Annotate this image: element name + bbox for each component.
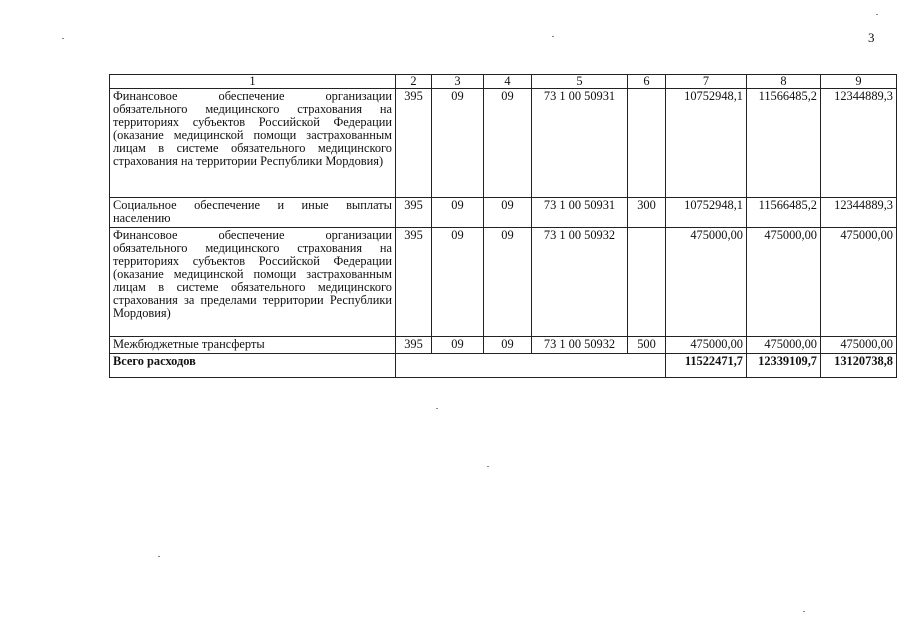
row-name-cell: Межбюджетные трансферты [110, 337, 396, 354]
row-cell-9: 12344889,3 [821, 89, 897, 198]
row-cell-4: 09 [484, 228, 532, 337]
header-cell: 2 [396, 75, 432, 89]
header-cell: 4 [484, 75, 532, 89]
table-row [110, 89, 897, 198]
row-cell-2: 395 [396, 228, 432, 337]
row-cell-6: 500 [628, 337, 666, 354]
row-cell-4: 09 [484, 198, 532, 228]
total-cell-8: 12339109,7 [747, 354, 821, 378]
row-name-cell: Социальное обеспечение и иные выплаты населению [110, 198, 396, 228]
scan-speck [552, 36, 554, 37]
scan-speck [62, 38, 64, 39]
row-cell-9: 475000,00 [821, 337, 897, 354]
scan-speck [436, 408, 438, 409]
row-cell-3: 09 [432, 228, 484, 337]
total-blank-cell [396, 354, 666, 378]
total-cell-7: 11522471,7 [666, 354, 747, 378]
row-cell-2: 395 [396, 89, 432, 198]
scan-speck [876, 14, 878, 15]
row-cell-5: 73 1 00 50931 [532, 198, 628, 228]
row-cell-8: 475000,00 [747, 228, 821, 337]
total-label: Всего расходов [110, 354, 396, 378]
total-cell-9: 13120738,8 [821, 354, 897, 378]
row-cell-6: 300 [628, 198, 666, 228]
row-cell-3: 09 [432, 198, 484, 228]
scan-speck [487, 466, 489, 467]
row-cell-9: 475000,00 [821, 228, 897, 337]
header-cell: 5 [532, 75, 628, 89]
row-cell-6 [628, 228, 666, 337]
row-cell-7: 10752948,1 [666, 198, 747, 228]
total-row [110, 354, 897, 378]
header-cell: 8 [747, 75, 821, 89]
row-cell-6 [628, 89, 666, 198]
row-cell-7: 475000,00 [666, 228, 747, 337]
row-cell-8: 11566485,2 [747, 198, 821, 228]
row-cell-3: 09 [432, 337, 484, 354]
table-row [110, 228, 897, 337]
table-row [110, 337, 897, 354]
row-cell-4: 09 [484, 337, 532, 354]
header-cell: 6 [628, 75, 666, 89]
scan-speck [158, 556, 160, 557]
row-cell-2: 395 [396, 198, 432, 228]
row-cell-9: 12344889,3 [821, 198, 897, 228]
row-name-cell: Финансовое обеспечение организации обязательного медицинского страхования на территориях субъектов Российской Федерации (оказание медицинской помощи застрахованным лицам в системе обязательного медицинского страхования на территории Республики Мордовия) [110, 89, 396, 198]
row-cell-5: 73 1 00 50931 [532, 89, 628, 198]
header-cell: 9 [821, 75, 897, 89]
row-cell-7: 10752948,1 [666, 89, 747, 198]
row-name-cell: Финансовое обеспечение организации обязательного медицинского страхования на территориях субъектов Российской Федерации (оказание медицинской помощи застрахованным лицам в системе обязательного медицинского страхования за пределами территории Республики Мордовия) [110, 228, 396, 337]
scan-speck [803, 611, 805, 612]
header-cell: 3 [432, 75, 484, 89]
header-cell: 7 [666, 75, 747, 89]
table-header-row [110, 75, 897, 89]
row-cell-7: 475000,00 [666, 337, 747, 354]
row-cell-8: 11566485,2 [747, 89, 821, 198]
row-cell-5: 73 1 00 50932 [532, 337, 628, 354]
header-cell: 1 [110, 75, 396, 89]
row-cell-2: 395 [396, 337, 432, 354]
row-cell-8: 475000,00 [747, 337, 821, 354]
table-row [110, 198, 897, 228]
row-cell-3: 09 [432, 89, 484, 198]
row-cell-5: 73 1 00 50932 [532, 228, 628, 337]
page-number: 3 [868, 30, 875, 45]
row-cell-4: 09 [484, 89, 532, 198]
expenditure-table [109, 74, 897, 378]
